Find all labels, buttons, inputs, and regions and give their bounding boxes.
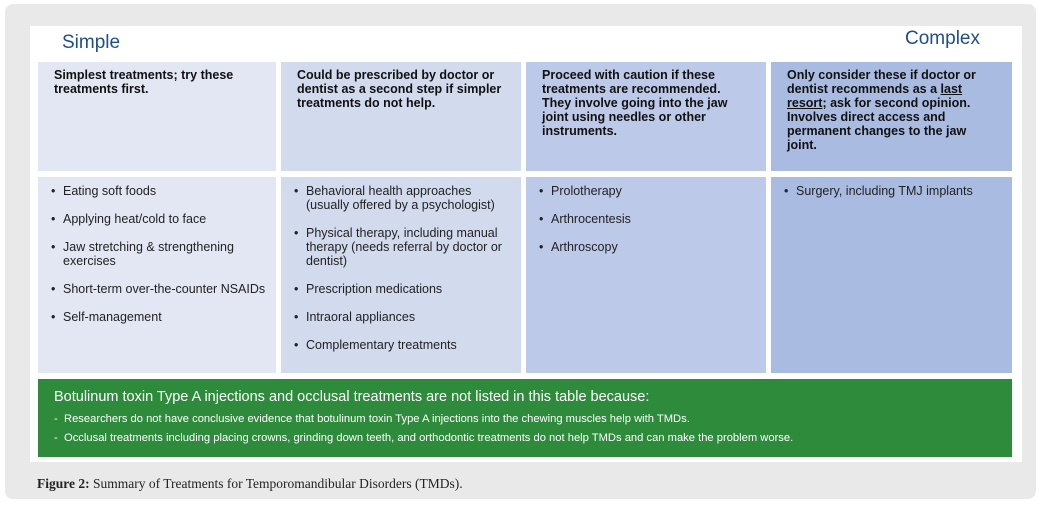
- list-item: • Short-term over-the-counter NSAIDs: [50, 282, 266, 296]
- scale-complex-label: Complex: [905, 28, 980, 49]
- column-3-body: [526, 177, 766, 373]
- column-2-list: [293, 184, 511, 352]
- note-point: - Occlusal treatments including placing crowns, grinding down teeth, and orthodontic treatments do not help TMDs and can make the problem worse.: [54, 431, 998, 445]
- list-item: • Self-management: [50, 310, 266, 324]
- column-4-header: [771, 62, 1012, 171]
- list-item: • Surgery, including TMJ implants: [783, 184, 1002, 198]
- exclusion-note: [38, 379, 1012, 457]
- column-1-body: [38, 177, 276, 373]
- figure-caption: [37, 476, 463, 492]
- list-item: • Physical therapy, including manual therapy (needs referral by doctor or dentist): [293, 226, 511, 268]
- caption-label: Figure 2:: [37, 476, 90, 491]
- column-1-list: [50, 184, 266, 324]
- column-3-header: Proceed with caution if these treatments are recommended. They involve going into the jaw joint using needles or other instruments.: [526, 62, 766, 171]
- column-4-list: [783, 184, 1002, 198]
- list-item: • Arthroscopy: [538, 240, 756, 254]
- column-3-list: [538, 184, 756, 254]
- last-resort-text: last resort: [787, 82, 963, 110]
- list-item: • Applying heat/cold to face: [50, 212, 266, 226]
- list-item: • Intraoral appliances: [293, 310, 511, 324]
- note-title: Botulinum toxin Type A injections and occlusal treatments are not listed in this table because:: [54, 389, 650, 405]
- list-item: • Behavioral health approaches (usually offered by a psychologist): [293, 184, 511, 212]
- list-item: • Eating soft foods: [50, 184, 266, 198]
- treatment-figure: [30, 26, 1022, 462]
- column-4-header-part2: ; ask for second opinion. Involves direct access and permanent changes to the jaw joint.: [787, 96, 971, 152]
- caption-text: Summary of Treatments for Temporomandibular Disorders (TMDs).: [89, 476, 463, 491]
- list-item: • Jaw stretching & strengthening exercises: [50, 240, 266, 268]
- list-item: • Complementary treatments: [293, 338, 511, 352]
- list-item: • Prescription medications: [293, 282, 511, 296]
- column-4-header-part1: Only consider these if doctor or dentist recommends as a: [787, 68, 976, 96]
- note-list: [54, 412, 998, 445]
- column-2-header: Could be prescribed by doctor or dentist as a second step if simpler treatments do not help.: [281, 62, 521, 171]
- list-item: • Arthrocentesis: [538, 212, 756, 226]
- column-2-body: [281, 177, 521, 373]
- figure-frame: [5, 4, 1036, 499]
- list-item: • Prolotherapy: [538, 184, 756, 198]
- note-point: - Researchers do not have conclusive evidence that botulinum toxin Type A injections into the chewing muscles help with TMDs.: [54, 412, 998, 426]
- column-1-header: Simplest treatments; try these treatments first.: [38, 62, 276, 171]
- column-4-body: [771, 177, 1012, 373]
- scale-simple-label: Simple: [62, 32, 121, 53]
